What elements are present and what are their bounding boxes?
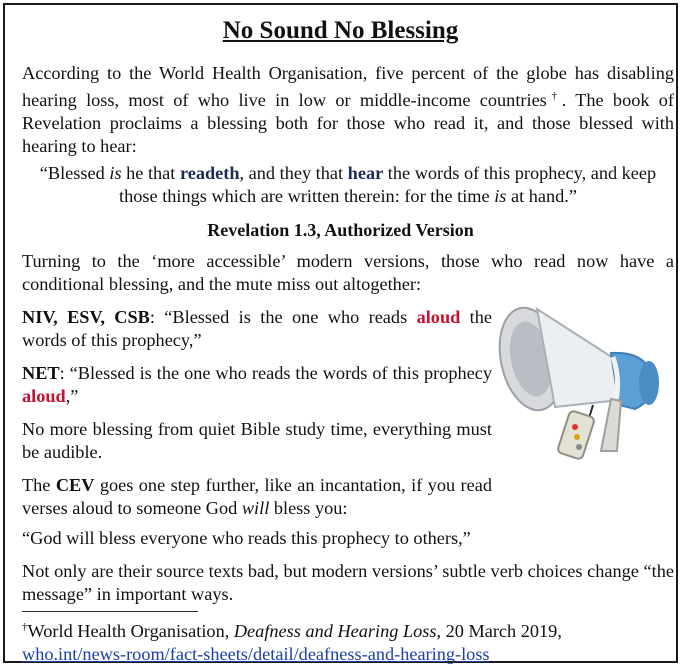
intro-paragraph: According to the World Health Organisation, five percent of the globe has disabling hearing loss, most of who live in low or middle-income countries†. The book of Revelation proclaims a blessing both for those who read it, and those blessed with hearing to hear: xyxy=(22,63,674,157)
footnote-link[interactable]: who.int/news-room/fact-sheets/detail/deafness-and-hearing-loss xyxy=(22,644,490,665)
megaphone-icon xyxy=(493,301,673,491)
article-frame xyxy=(3,3,678,663)
niv-quote: NIV, ESV, CSB: “Blessed is the one who reads aloud the words of this prophecy,” xyxy=(22,307,492,350)
scripture-quote: “Blessed is he that readeth, and they that hear the words of this prophecy, and keep those things which are written therein: for the time is at hand.” xyxy=(39,163,657,206)
cev-paragraph: The CEV goes one step further, like an incantation, if you read verses aloud to someone God will bless you: xyxy=(22,475,492,518)
net-quote: NET: “Blessed is the one who reads the words of this prophecy aloud,” xyxy=(22,363,492,406)
page-title: No Sound No Blessing xyxy=(222,17,459,44)
footnote: †World Health Organisation, Deafness and Hearing Loss, 20 March 2019, who.int/news-room/fact-sheets/detail/deafness-and-hearing-loss xyxy=(22,621,562,665)
conclusion-paragraph: Not only are their source texts bad, but modern versions’ subtle verb choices change “the message” in important ways. xyxy=(22,561,674,604)
scripture-source: Revelation 1.3, Authorized Version xyxy=(207,220,474,240)
no-more-paragraph: No more blessing from quiet Bible study time, everything must be audible. xyxy=(22,419,492,462)
cev-quote: “God will bless everyone who reads this prophecy to others,” xyxy=(22,528,471,548)
turning-paragraph: Turning to the ‘more accessible’ modern versions, those who read now have a conditional blessing, and the mute miss out altogether: xyxy=(22,251,674,294)
footnote-divider xyxy=(22,611,198,612)
